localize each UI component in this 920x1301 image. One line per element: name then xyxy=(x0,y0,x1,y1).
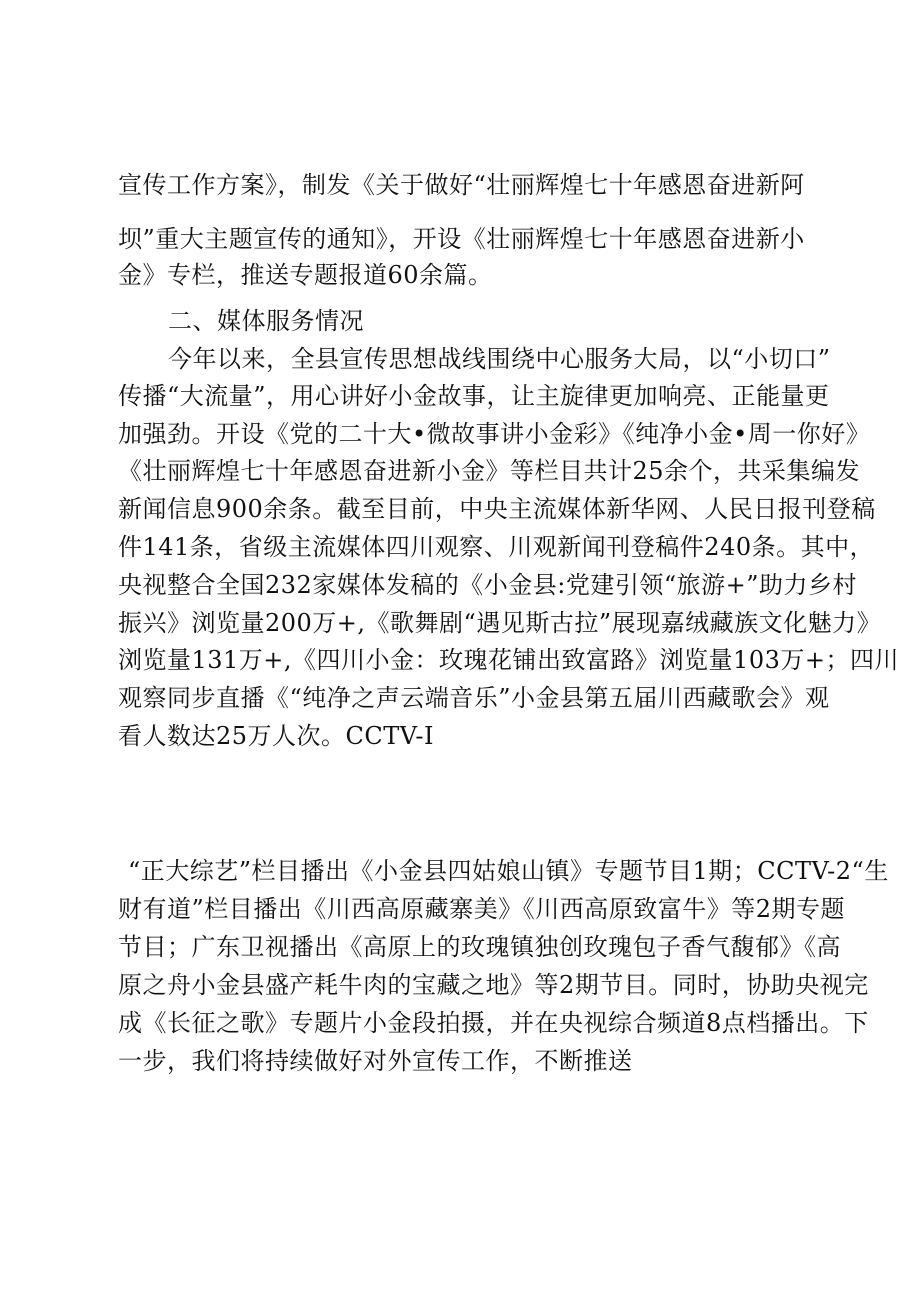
paragraph-line: 央视整合全国232家媒体发稿的《小金县:党建引领“旅游+”助力乡村 xyxy=(118,571,858,599)
paragraph-line: 一步，我们将持续做好对外宣传工作，不断推送 xyxy=(118,1047,633,1075)
paragraph-line: 今年以来，全县宣传思想战线围绕中心服务大局，以“小切口” xyxy=(168,345,831,373)
paragraph-line: 财有道”栏目播出《川西高原藏寨美》《川西高原致富牛》等2期专题 xyxy=(118,895,846,923)
paragraph-line: 成《长征之歌》专题片小金段拍摄，并在央视综合频道8点档播出。下 xyxy=(118,1009,869,1037)
paragraph-line: 传播“大流量”，用心讲好小金故事，让主旋律更加响亮、正能量更 xyxy=(118,382,830,410)
paragraph-line: 金》专栏，推送专题报道60余篇。 xyxy=(118,261,493,289)
paragraph-line: 宣传工作方案》，制发《关于做好“壮丽辉煌七十年感恩奋进新阿 xyxy=(118,171,805,199)
paragraph-line: 新闻信息900余条。截至目前，中央主流媒体新华网、人民日报刊登稿 xyxy=(118,495,876,523)
paragraph-line: 加强劲。开设《党的二十大•微故事讲小金彩》《纯净小金•周一你好》 xyxy=(118,420,871,448)
paragraph-line: 浏览量131万+,《四川小金：玫瑰花铺出致富路》浏览量103万+；四川 xyxy=(118,646,899,674)
paragraph-line: 节目；广东卫视播出《高原上的玫瑰镇独创玫瑰包子香气馥郁》《高 xyxy=(118,933,841,961)
section-heading: 二、媒体服务情况 xyxy=(168,307,364,335)
paragraph-line: 观察同步直播《“纯净之声云端音乐”小金县第五届川西藏歌会》观 xyxy=(118,684,830,712)
paragraph-line: “正大综艺”栏目播出《小金县四姑娘山镇》专题节目1期；CCTV-2“生 xyxy=(128,857,889,885)
paragraph-line: 件141条，省级主流媒体四川观察、川观新闻刊登稿件240条。其中， xyxy=(118,533,875,561)
paragraph-line: 原之舟小金县盛产耗牛肉的宝藏之地》等2期节目。同时，协助央视完 xyxy=(118,971,869,999)
paragraph-line: 坝”重大主题宣传的通知》，开设《壮丽辉煌七十年感恩奋进新小 xyxy=(118,225,805,253)
paragraph-line: 《壮丽辉煌七十年感恩奋进新小金》等栏目共计25余个，共采集编发 xyxy=(118,457,861,485)
paragraph-line: 看人数达25万人次。CCTV-I xyxy=(118,722,434,750)
paragraph-line: 振兴》浏览量200万+,《歌舞剧“遇见斯古拉”展现嘉绒藏族文化魅力》 xyxy=(118,609,882,637)
